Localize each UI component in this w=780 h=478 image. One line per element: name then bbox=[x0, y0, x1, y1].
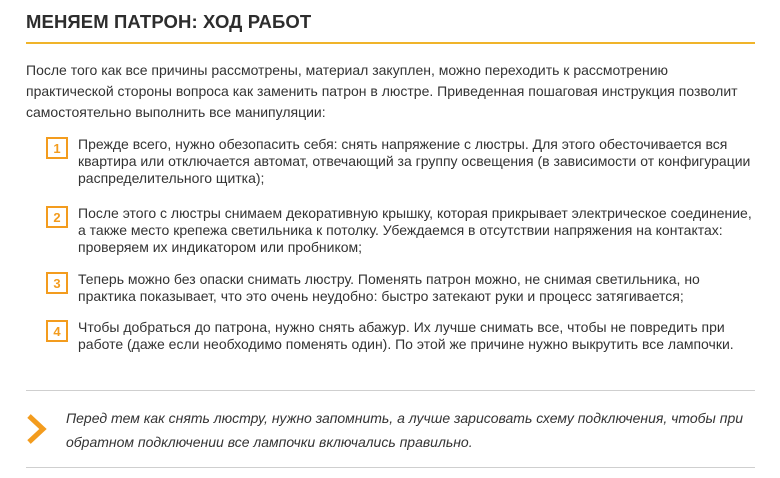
chevron-right-icon bbox=[24, 412, 50, 446]
step-text: Теперь можно без опаски снимать люстру. Поменять патрон можно, не снимая светильника, но практика показывает, что это очень неудобно: быстро затекают руки и процесс затягивается; bbox=[78, 271, 700, 304]
step-text: Чтобы добраться до патрона, нужно снять абажур. Их лучше снимать все, чтобы не повредить при работе (даже если необходимо поменять один). По этой же причине нужно выкрутить все лампочки. bbox=[78, 319, 734, 352]
step-number-badge: 2 bbox=[46, 206, 68, 228]
step-text: Прежде всего, нужно обезопасить себя: снять напряжение с люстры. Для этого обесточивается вся квартира или отключается автомат, отвечающий за группу освещения (в зависимости от конфигурации распределительного щитка); bbox=[78, 136, 751, 186]
section-title: МЕНЯЕМ ПАТРОН: ХОД РАБОТ bbox=[26, 11, 312, 32]
title-underline bbox=[26, 42, 755, 44]
step-number-badge: 1 bbox=[46, 137, 68, 159]
divider-bottom bbox=[26, 467, 755, 468]
step-number-badge: 4 bbox=[46, 320, 68, 342]
step-text: После этого с люстры снимаем декоративную крышку, которая прикрывает электрическое соединение, а также место крепежа светильника к потолку. Убеждаемся в отсутствии напряжения на контактах: проверяем их индикатором или пробником; bbox=[78, 205, 752, 255]
step-number-badge: 3 bbox=[46, 272, 68, 294]
divider-top bbox=[26, 390, 755, 391]
note-text: Перед тем как снять люстру, нужно запомнить, а лучше зарисовать схему подключения, чтобы при обратном подключении все лампочки включались правильно. bbox=[66, 410, 744, 450]
intro-paragraph: После того как все причины рассмотрены, материал закуплен, можно переходить к рассмотрению практической стороны вопроса как заменить патрон в люстре. Приведенная пошаговая инструкция позволит самостоятельно выполнить все манипуляции: bbox=[26, 62, 738, 120]
